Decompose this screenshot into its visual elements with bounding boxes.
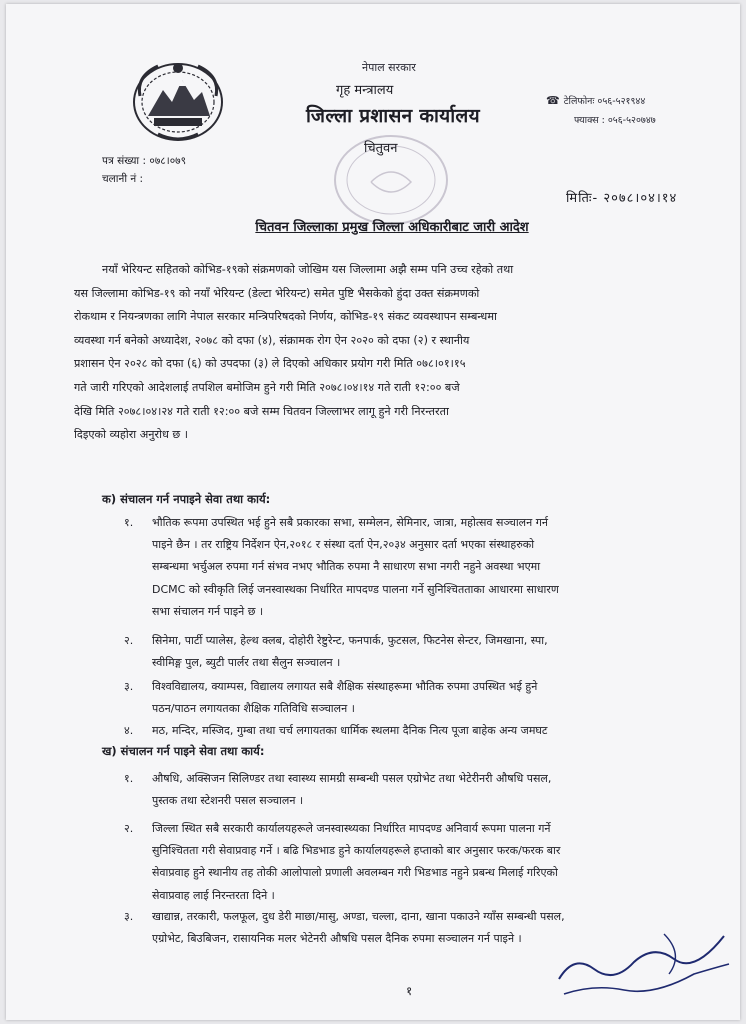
- item-line: सेवाप्रवाह हुने स्थानीय तह तोकी आलोपालो प्रणाली अवलम्बन गरी भिडभाड नहुने प्रबन्ध मिलाई गरिएको: [152, 866, 558, 880]
- order-title: चितवन जिल्लाका प्रमुख जिल्ला अधिकारीबाट जारी आदेश: [255, 220, 529, 235]
- intro-line: नयाँ भेरियन्ट सहितको कोभिड-१९को संक्रमणको जोखिम यस जिल्लामा अझै सम्म पनि उच्च रहेको तथा: [102, 263, 514, 276]
- intro-line: प्रशासन ऐन २०२८ को दफा (६) को उपदफा (३) ले दिएको अधिकार प्रयोग गरी मिति ०७८।०१।१५: [74, 357, 466, 371]
- intro-line: गते जारी गरिएको आदेशलाई तपशिल बमोजिम हुने गरी मिति २०७८।०४।१४ गते राती १२:०० बजे: [74, 380, 460, 394]
- item-line: सम्बन्धमा भर्चुअल रुपमा गर्न संभव नभए भौतिक रुपमा नै साधारण सभा नगरी नहुने अवस्था भएमा: [152, 560, 541, 574]
- section-a-item-3: [124, 676, 714, 720]
- district-name: चितुवन: [364, 141, 398, 156]
- item-line: सेवाप्रवाह लाई निरन्तरता दिने ।: [152, 888, 275, 902]
- intro-line: दिइएको व्यहोरा अनुरोध छ ।: [74, 428, 189, 442]
- item-number: २.: [124, 822, 134, 835]
- section-b-heading: ख) संचालन गर्न पाइने सेवा तथा कार्य:: [102, 744, 265, 758]
- item-number: ३.: [124, 680, 134, 693]
- signature: [554, 924, 734, 1004]
- item-line: औषधि, अक्सिजन सिलिण्डर तथा स्वास्थ्य सामग्री सम्बन्धी पसल एग्रोभेट तथा भेटेरीनरी औषधि पसल,: [152, 772, 552, 785]
- item-line: भौतिक रूपमा उपस्थित भई हुने सबै प्रकारका सभा, सम्मेलन, सेमिनार, जात्रा, महोत्सव सञ्चालन गर्न: [152, 516, 549, 529]
- intro-line: व्यवस्था गर्न बनेको अध्यादेश, २०७८ को दफा (४), संक्रामक रोग ऐन २०२० को दफा (२) र स्थानीय: [74, 333, 470, 347]
- item-number: ३.: [124, 910, 134, 923]
- phone-number: ☎ टेलिफोनः ०५६-५२१९४४: [546, 94, 646, 107]
- intro-line: देखि मिति २०७८।०४।२४ गते राती १२:०० बजे सम्म चितवन जिल्लाभर लागू हुने गरी निरन्तरता: [74, 404, 449, 418]
- letter-date: मितिः- २०७८।०४।१४: [566, 191, 678, 206]
- item-number: १.: [124, 516, 134, 529]
- item-line: सभा संचालन गर्न पाइने छ ।: [152, 604, 264, 618]
- item-line: सुनिश्चितता गरी सेवाप्रवाह गर्ने । बढि भिडभाड हुने कार्यालयहरूले हप्ताको बार अनुसार फरक/फरक बार: [152, 844, 561, 858]
- section-b-item-1: [124, 768, 714, 812]
- office-name: जिल्ला प्रशासन कार्यालय: [306, 105, 480, 127]
- intro-paragraph: [74, 258, 714, 447]
- government-name: नेपाल सरकार: [362, 61, 416, 74]
- item-line: पठन/पाठन लगायतका शैक्षिक गतिविधि सञ्चालन ।: [152, 702, 355, 716]
- intro-line: यस जिल्लामा कोभिड-१९ को नयाँ भेरियन्ट (डेल्टा भेरियन्ट) समेत पुष्टि भैसकेको हुंदा उक्त संक्रमणको: [74, 286, 480, 300]
- item-number: १.: [124, 772, 134, 785]
- item-line: DCMC को स्वीकृति लिई जनस्वास्थका निर्धारित मापदण्ड पालना गर्ने सुनिश्चितताका आधारमा साधारण: [152, 582, 559, 596]
- section-a-item-1: [124, 512, 714, 623]
- section-a-item-4: [124, 720, 714, 742]
- nepal-emblem-icon: [128, 56, 228, 146]
- ministry-name: गृह मन्त्रालय: [336, 83, 394, 98]
- item-line: पुस्तक तथा स्टेशनरी पसल सञ्चालन ।: [152, 794, 304, 808]
- section-a-item-2: [124, 630, 714, 674]
- item-line: जिल्ला स्थित सबै सरकारी कार्यालयहरूले जनस्वास्थ्यका निर्धारित मापदण्ड अनिवार्य रूपमा पालना गर्ने: [152, 822, 551, 835]
- telephone-icon: ☎: [546, 94, 560, 107]
- fax-number: फ्याक्स : ०५६-५२०७४७: [574, 115, 656, 126]
- dispatch-number: चलानी नं :: [102, 173, 144, 185]
- item-number: २.: [124, 634, 134, 647]
- item-line: एग्रोभेट, बिउबिजन, रासायनिक मलर भेटेनरी औषधि पसल दैनिक रुपमा सञ्चालन गर्न पाइने ।: [152, 932, 522, 946]
- item-line: विश्वविद्यालय, क्याम्पस, विद्यालय लगायत सबै शैक्षिक संस्थाहरूमा भौतिक रुपमा उपस्थित भई हुने: [152, 680, 538, 693]
- page-number: १: [406, 984, 413, 998]
- intro-line: रोकथाम र नियन्त्रणका लागि नेपाल सरकार मन्त्रिपरिषदको निर्णय, कोभिड-१९ संकट व्यवस्थापन सम्बन्धमा: [74, 310, 497, 324]
- item-line: स्वीमिङ्ग पुल, ब्युटी पार्लर तथा सैलुन सञ्चालन ।: [152, 656, 341, 670]
- letter-number: पत्र संख्या : ०७८।०७९: [102, 155, 187, 167]
- item-number: ४.: [124, 724, 134, 737]
- item-line: सिनेमा, पार्टी प्यालेस, हेल्थ क्लब, दोहोरी रेष्टुरेन्ट, फनपार्क, फुटसल, फिटनेस सेन्टर, जिमखाना, स्पा,: [152, 634, 548, 647]
- item-line: मठ, मन्दिर, मस्जिद, गुम्बा तथा चर्च लगायतका धार्मिक स्थलमा दैनिक नित्य पूजा बाहेक अन्य जमघट: [152, 724, 548, 737]
- letter-page: [6, 4, 740, 1020]
- section-b-item-2: [124, 818, 714, 907]
- item-line: पाइने छैन । तर राष्ट्रिय निर्देशन ऐन,२०१८ र संस्था दर्ता ऐन,२०३४ अनुसार दर्ता भएका संस्थाहरुको: [152, 538, 535, 552]
- item-line: खाद्यान्न, तरकारी, फलफूल, दुध डेरी माछा/मासु, अण्डा, चल्ला, दाना, खाना पकाउने ग्याँस सम्बन्धी पसल,: [152, 910, 565, 923]
- section-a-heading: क) संचालन गर्न नपाइने सेवा तथा कार्य:: [102, 492, 271, 506]
